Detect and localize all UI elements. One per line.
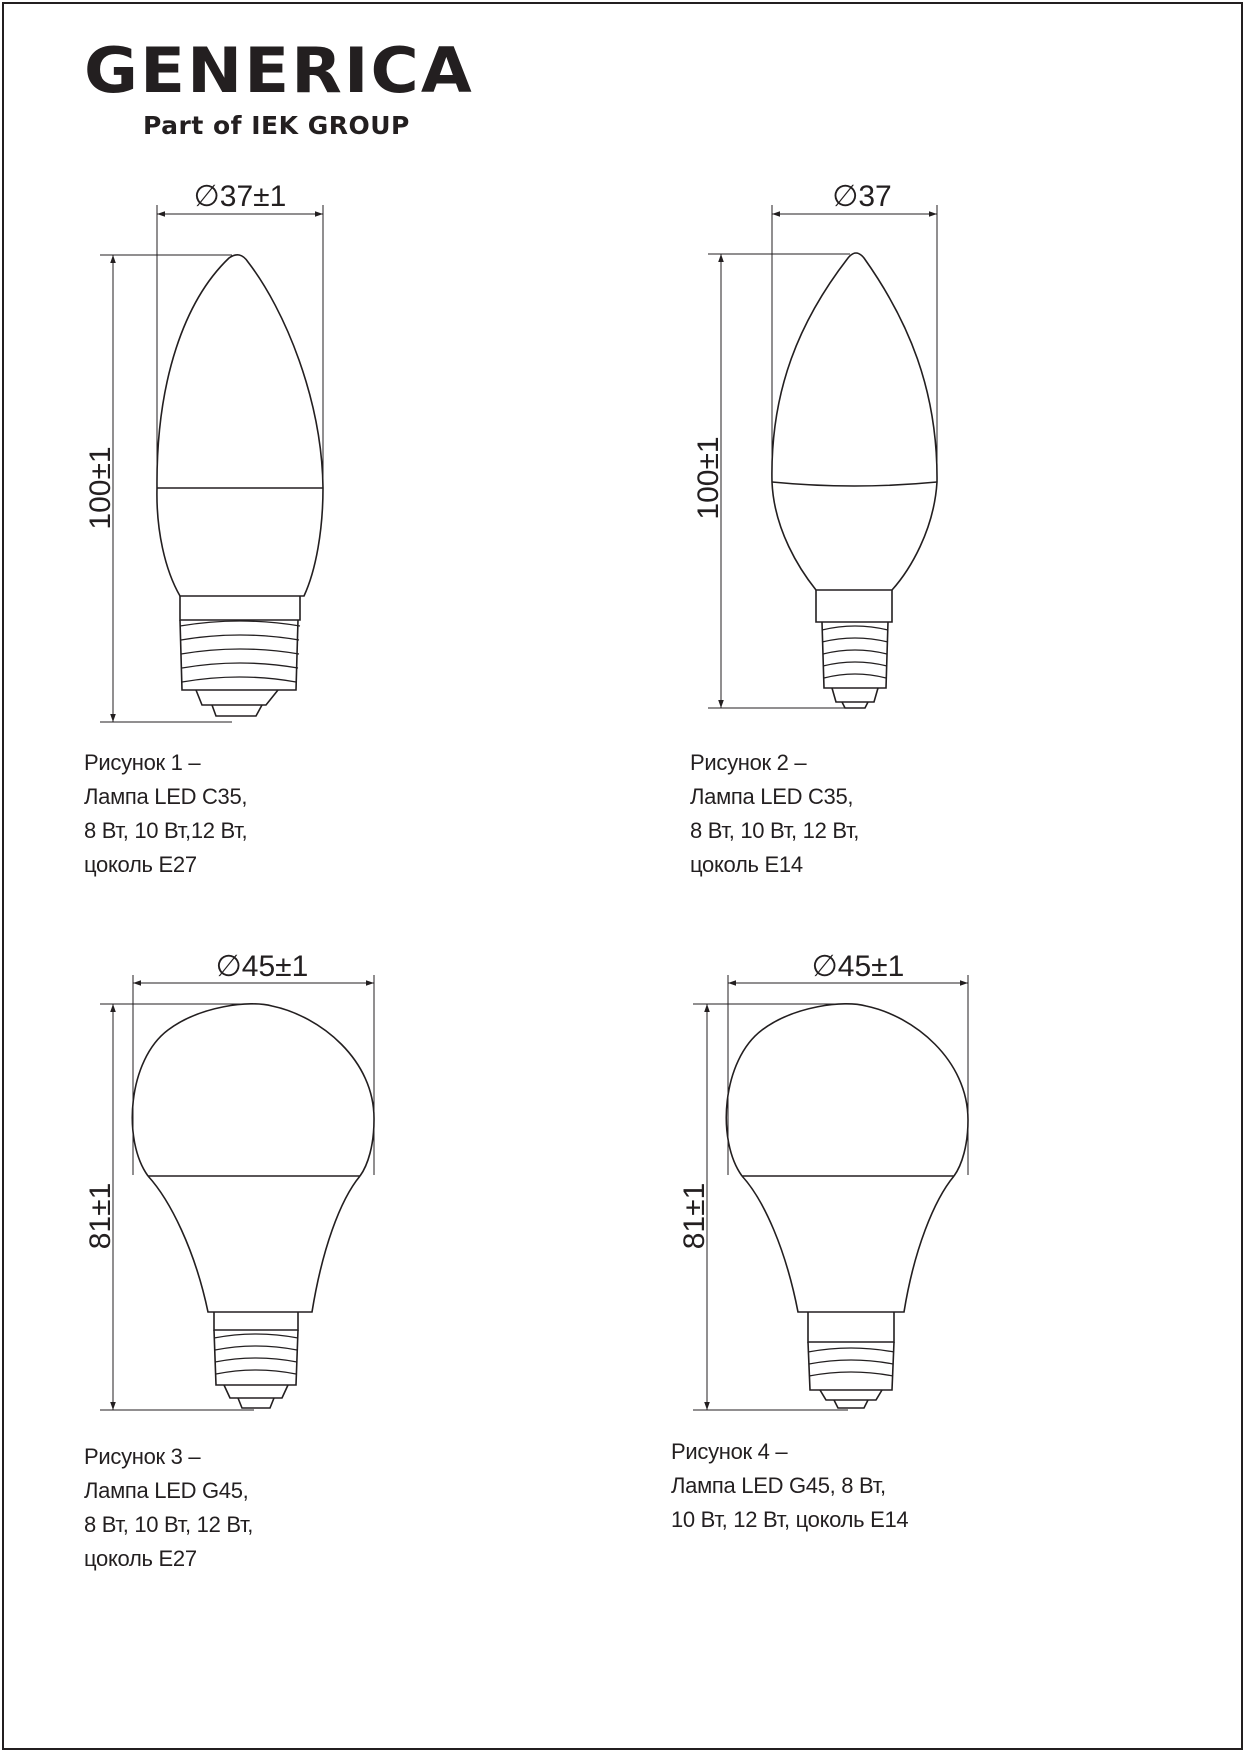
figure-2-drawing	[708, 205, 937, 708]
caption-line: Лампа LED C35,	[84, 784, 248, 809]
fig2-height-label: 100±1	[692, 436, 725, 520]
caption-line: Лампа LED G45,	[84, 1478, 249, 1503]
figure-4-drawing	[693, 975, 968, 1410]
fig1-height-label: 100±1	[84, 446, 117, 530]
fig1-width-label: ∅37±1	[193, 180, 287, 213]
brand-logo: GENERICA	[84, 34, 474, 107]
caption-line: 8 Вт, 10 Вт, 12 Вт,	[84, 1512, 254, 1537]
caption-line: 8 Вт, 10 Вт, 12 Вт,	[690, 818, 860, 843]
fig4-base-neck	[820, 1390, 882, 1400]
fig3-base-collar	[214, 1312, 298, 1330]
fig2-bulb-seam	[772, 482, 937, 486]
fig4-base-collar	[808, 1312, 894, 1342]
fig3-height-label: 81±1	[84, 1182, 117, 1250]
fig2-base-contact	[842, 702, 868, 708]
fig1-base-neck	[196, 690, 278, 705]
fig2-bulb-body	[772, 482, 937, 590]
fig3-base-threads	[214, 1334, 298, 1374]
caption-line: 10 Вт, 12 Вт, цоколь E14	[671, 1507, 909, 1532]
caption-line: Рисунок 3 –	[84, 1444, 201, 1469]
fig2-bulb-dome	[772, 253, 937, 482]
caption-line: Рисунок 1 –	[84, 750, 201, 775]
fig4-width-label: ∅45±1	[811, 950, 905, 983]
fig4-base-thread-outline	[808, 1342, 894, 1390]
figure-1-caption	[84, 746, 247, 882]
caption-line: Рисунок 2 –	[690, 750, 807, 775]
caption-line: цоколь E27	[84, 852, 197, 877]
fig3-base-neck	[224, 1385, 288, 1398]
fig3-width-label: ∅45±1	[215, 950, 309, 983]
figure-3-caption	[84, 1440, 253, 1576]
fig2-base-collar	[816, 590, 892, 622]
caption-line: Лампа LED G45, 8 Вт,	[671, 1473, 886, 1498]
caption-line: цоколь E14	[690, 852, 803, 877]
fig3-base-contact	[238, 1398, 274, 1408]
figure-2-caption	[690, 746, 859, 882]
fig1-base-contact	[212, 705, 262, 716]
fig3-bulb-body	[148, 1176, 360, 1312]
fig2-base-thread-outline	[822, 622, 888, 688]
fig4-bulb-body	[742, 1176, 954, 1312]
fig1-bulb-body	[157, 488, 323, 596]
caption-line: Рисунок 4 –	[671, 1439, 788, 1464]
fig1-bulb-dome	[157, 255, 323, 488]
fig1-base-threads	[180, 621, 300, 682]
fig2-base-neck	[832, 688, 878, 702]
fig4-height-label: 81±1	[678, 1182, 711, 1250]
fig2-width-label: ∅37	[832, 180, 892, 213]
fig3-bulb-globe	[132, 1004, 374, 1176]
figure-1-drawing	[100, 205, 323, 722]
caption-line: цоколь E27	[84, 1546, 197, 1571]
caption-line: Лампа LED C35,	[690, 784, 854, 809]
fig1-base-collar	[180, 596, 300, 620]
brand-tagline: Part of IEK GROUP	[143, 111, 410, 140]
figure-4-caption	[671, 1435, 908, 1537]
figure-3-drawing	[100, 975, 374, 1410]
fig4-bulb-globe	[726, 1004, 968, 1176]
fig2-base-threads	[822, 626, 888, 678]
caption-line: 8 Вт, 10 Вт,12 Вт,	[84, 818, 248, 843]
fig4-base-threads	[808, 1348, 894, 1376]
fig4-base-contact	[834, 1400, 868, 1408]
